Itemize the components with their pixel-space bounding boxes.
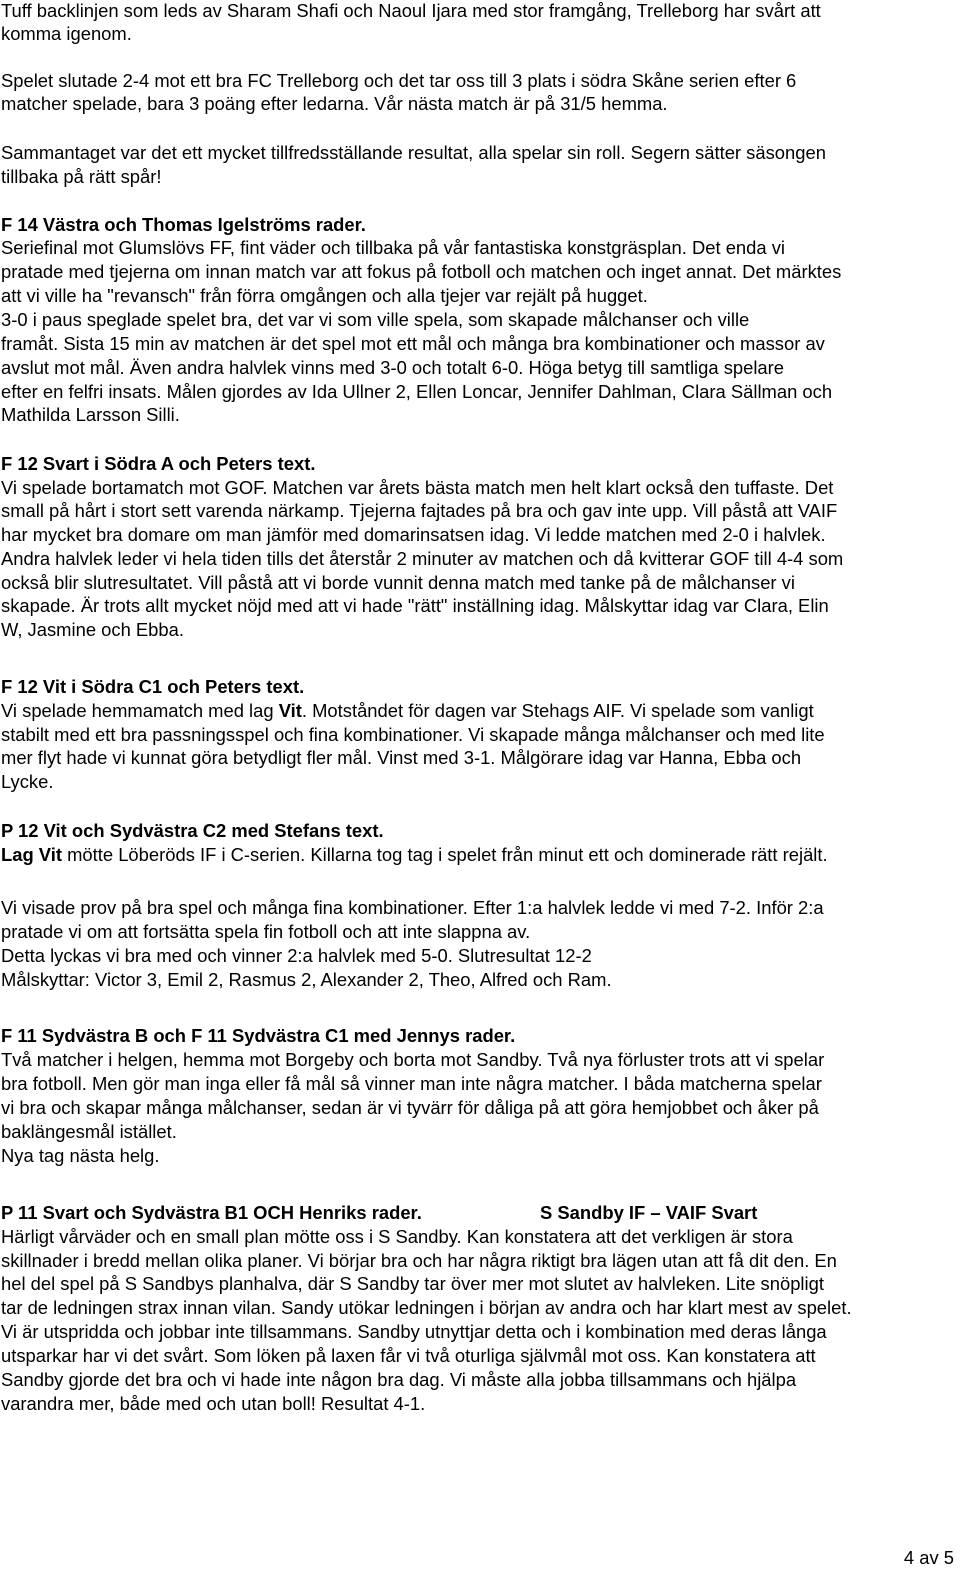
paragraph-line: framåt. Sista 15 min av matchen är det spel mot ett mål och många bra kombinationer och massor av	[1, 333, 825, 354]
paragraph-line: pratade vi om att fortsätta spela fin fotboll och att inte slappna av.	[1, 921, 531, 942]
text-run: . Motståndet för dagen var Stehags AIF. Vi spelade som vanligt	[301, 700, 814, 721]
paragraph-line: Seriefinal mot Glumslövs FF, fint väder och tillbaka på vår fantastiska konstgräsplan. Det enda vi	[1, 237, 786, 258]
paragraph-line: avslut mot mål. Även andra halvlek vinns med 3-0 och totalt 6-0. Höga betyg till samtliga spelare	[1, 357, 785, 378]
text-run: Vi spelade hemmamatch med lag	[1, 700, 279, 721]
paragraph-line: Målskyttar: Victor 3, Emil 2, Rasmus 2, Alexander 2, Theo, Alfred och Ram.	[1, 969, 612, 990]
section-heading: F 14 Västra och Thomas Igelströms rader.	[1, 214, 366, 235]
page-number: 4 av 5	[903, 1547, 954, 1568]
paragraph-line: skillnader i bredd mellan olika planer. Vi börjar bra och har några riktigt bra lägen utan att få dit den. En	[1, 1250, 837, 1271]
paragraph-line: Sandby gjorde det bra och vi hade inte någon bra dag. Vi måste alla jobba tillsammans och hjälpa	[1, 1369, 797, 1390]
paragraph-line: Mathilda Larsson Silli.	[1, 404, 180, 425]
paragraph-line: Härligt vårväder och en small plan mötte oss i S Sandby. Kan konstatera att det verkligen är stora	[1, 1226, 793, 1247]
intro-line-2: komma igenom.	[1, 23, 132, 44]
team-name-bold: Vit	[278, 700, 302, 721]
paragraph-line: Vi visade prov på bra spel och många fina kombinationer. Efter 1:a halvlek ledde vi med 7-2. Inför 2:a	[1, 897, 824, 918]
paragraph-line: W, Jasmine och Ebba.	[1, 619, 184, 640]
section-heading: P 11 Svart och Sydvästra B1 OCH Henriks rader.	[1, 1202, 422, 1223]
paragraph-line: baklängesmål istället.	[1, 1121, 177, 1142]
section-heading: F 11 Sydvästra B och F 11 Sydvästra C1 med Jennys rader.	[1, 1025, 516, 1046]
paragraph-line: att vi ville ha "revansch" från förra omgången och alla tjejer var rejält på hugget.	[1, 285, 648, 306]
paragraph-line: varandra mer, både med och utan boll! Resultat 4-1.	[1, 1393, 426, 1414]
paragraph-line: tar de ledningen strax innan vilan. Sandy utökar ledningen i början av andra och har klart mest av spelet.	[1, 1297, 852, 1318]
paragraph-line: Detta lyckas vi bra med och vinner 2:a halvlek med 5-0. Slutresultat 12-2	[1, 945, 592, 966]
intro-line-4: matcher spelade, bara 3 poäng efter ledarna. Vår nästa match är på 31/5 hemma.	[1, 93, 668, 114]
paragraph-line: Lycke.	[1, 771, 54, 792]
paragraph-line: small på hårt i stort sett varenda närkamp. Tjejerna fajtades på bra och gav inte upp. Vill påstå att VAIF	[1, 500, 838, 521]
paragraph-line: pratade med tjejerna om innan match var att fokus på fotboll och matchen och inget annat. Det märktes	[1, 261, 842, 282]
paragraph-line: bra fotboll. Men gör man inga eller få mål så vinner man inte några matcher. I båda matcherna spelar	[1, 1073, 822, 1094]
paragraph-line: utsparkar har vi det svårt. Som löken på laxen får vi två oturliga självmål mot oss. Kan konstatera att	[1, 1345, 816, 1366]
paragraph-line: skapade. Är trots allt mycket nöjd med att vi hade "rätt" inställning idag. Målskyttar idag var Clara, Elin	[1, 595, 829, 616]
text-run: mötte Löberöds IF i C-serien. Killarna tog tag i spelet från minut ett och dominerade rätt rejält.	[61, 844, 828, 865]
paragraph-line: Vi är utspridda och jobbar inte tillsammans. Sandby utnyttjar detta och i kombination med deras långa	[1, 1321, 827, 1342]
paragraph-line: Vi spelade bortamatch mot GOF. Matchen var årets bästa match men helt klart också den tuffaste. Det	[1, 477, 834, 498]
section-heading: F 12 Svart i Södra A och Peters text.	[1, 453, 316, 474]
paragraph-line: hel del spel på S Sandbys planhalva, där S Sandby tar över mer mot slutet av halvleken. Lite snöpligt	[1, 1273, 824, 1294]
paragraph-line: också blir slutresultatet. Vill påstå att vi borde vunnit denna match med tanke på de målchanser vi	[1, 572, 795, 593]
match-title: S Sandby IF – VAIF Svart	[540, 1202, 758, 1223]
paragraph-line: mer flyt hade vi kunnat göra betydligt fler mål. Vinst med 3-1. Målgörare idag var Hanna, Ebba och	[1, 747, 802, 768]
paragraph-line: Två matcher i helgen, hemma mot Borgeby och borta mot Sandby. Två nya förluster trots att vi spelar	[1, 1049, 825, 1070]
intro-line-5: Sammantaget var det ett mycket tillfredsställande resultat, alla spelar sin roll. Segern sätter säsongen	[1, 142, 826, 163]
paragraph-line: Nya tag nästa helg.	[1, 1145, 160, 1166]
paragraph-line: stabilt med ett bra passningsspel och fina kombinationer. Vi skapade många målchanser och med lite	[1, 724, 825, 745]
intro-line-1: Tuff backlinjen som leds av Sharam Shafi och Naoul Ijara med stor framgång, Trelleborg har svårt att	[1, 0, 821, 21]
intro-line-6: tillbaka på rätt spår!	[1, 166, 162, 187]
intro-line-3: Spelet slutade 2-4 mot ett bra FC Trelleborg och det tar oss till 3 plats i södra Skåne serien efter 6	[1, 70, 797, 91]
section-heading: F 12 Vit i Södra C1 och Peters text.	[1, 676, 305, 697]
paragraph-line: 3-0 i paus speglade spelet bra, det var vi som ville spela, som skapade målchanser och ville	[1, 309, 750, 330]
paragraph-line	[1, 699, 814, 723]
paragraph-line: har mycket bra domare om man jämför med domarinsatsen idag. Vi ledde matchen med 2-0 i halvlek.	[1, 524, 826, 545]
section-heading: P 12 Vit och Sydvästra C2 med Stefans text.	[1, 820, 384, 841]
paragraph-line: vi bra och skapar många målchanser, sedan är vi tyvärr för dåliga på att göra hemjobbet och åker på	[1, 1097, 819, 1118]
paragraph-line: Andra halvlek leder vi hela tiden tills det återstår 2 minuter av matchen och då kvitterar GOF till 4-4 som	[1, 548, 844, 569]
paragraph-line	[1, 843, 828, 867]
team-name-bold: Lag Vit	[1, 844, 62, 865]
paragraph-line: efter en felfri insats. Målen gjordes av Ida Ullner 2, Ellen Loncar, Jennifer Dahlman, Clara Sällman och	[1, 381, 833, 402]
